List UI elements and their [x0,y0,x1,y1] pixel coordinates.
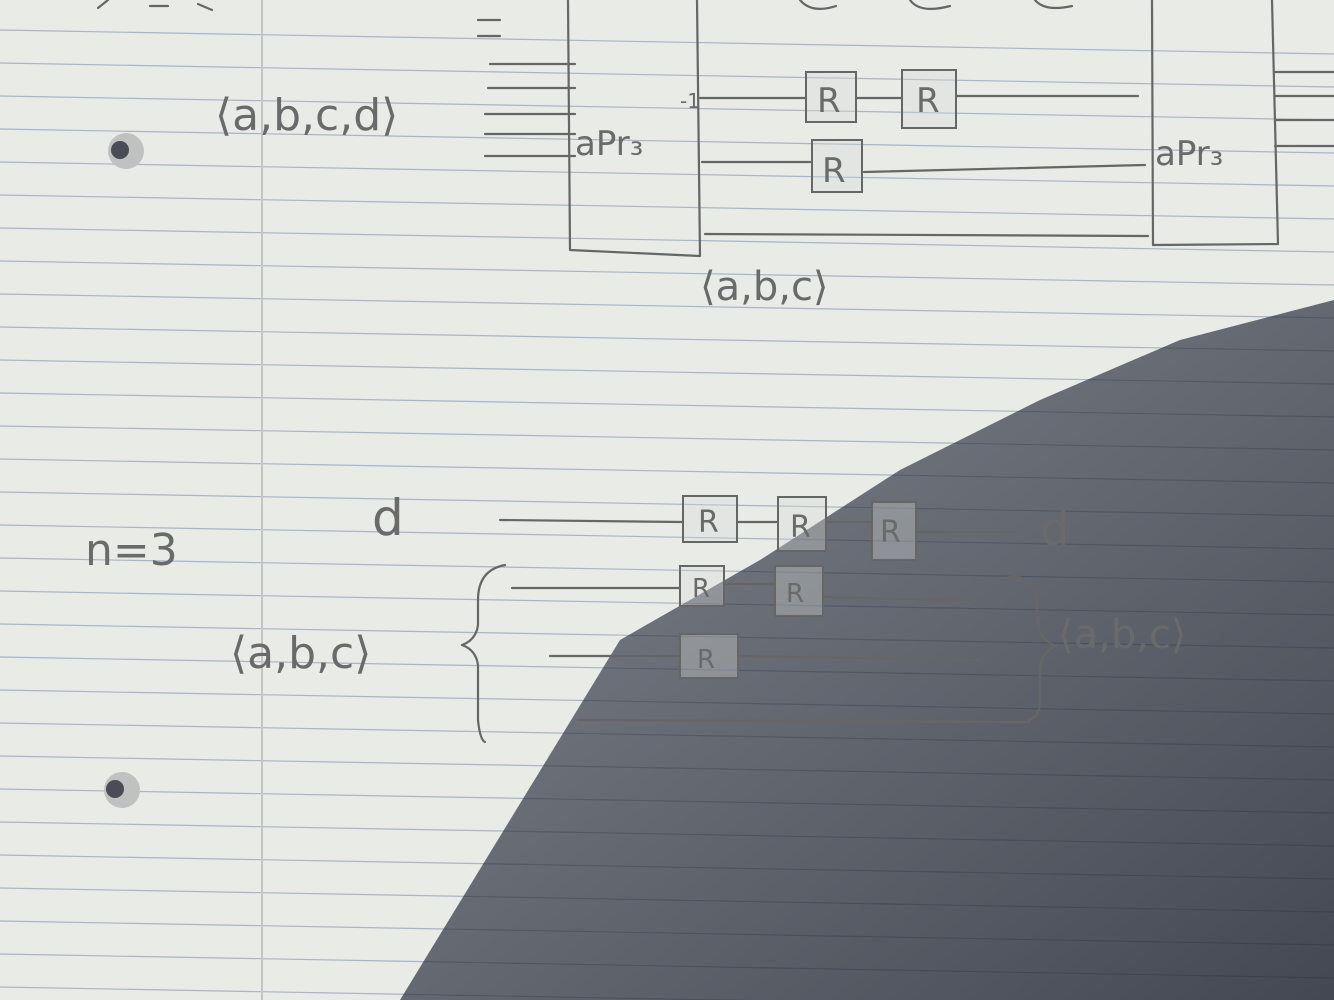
inverse-superscript: -1 [680,89,700,113]
register-input-label: ⟨a,b,c⟩ [230,628,372,679]
inverse-block-label: aPr₃ [575,124,644,164]
top-gate-1-label: R [817,81,841,121]
binder-hole-top-shadow [111,141,129,159]
bottom-gate-d2-label: R [790,510,811,545]
top-input-label: ⟨a,b,c,d⟩ [215,90,399,141]
case-label: n=3 [85,525,178,576]
d-output-label: d [1040,502,1070,556]
right-block-label: aPr₃ [1155,134,1224,174]
d-input-label: d [372,489,404,547]
top-gate-2-label: R [916,81,940,121]
bottom-gate-d1-label: R [698,505,719,540]
bottom-gate-a2-label: R [786,579,805,609]
register-output-label: ⟨a,b,c⟩ [1058,612,1187,658]
top-output-label: ⟨a,b,c⟩ [700,264,829,310]
bottom-gate-d3-label: R [880,515,901,550]
bottom-gate-a1-label: R [692,574,711,604]
top-gate-3-label: R [822,151,846,191]
binder-hole-bottom-shadow [106,780,124,798]
bottom-gate-b1-label: R [697,645,716,675]
